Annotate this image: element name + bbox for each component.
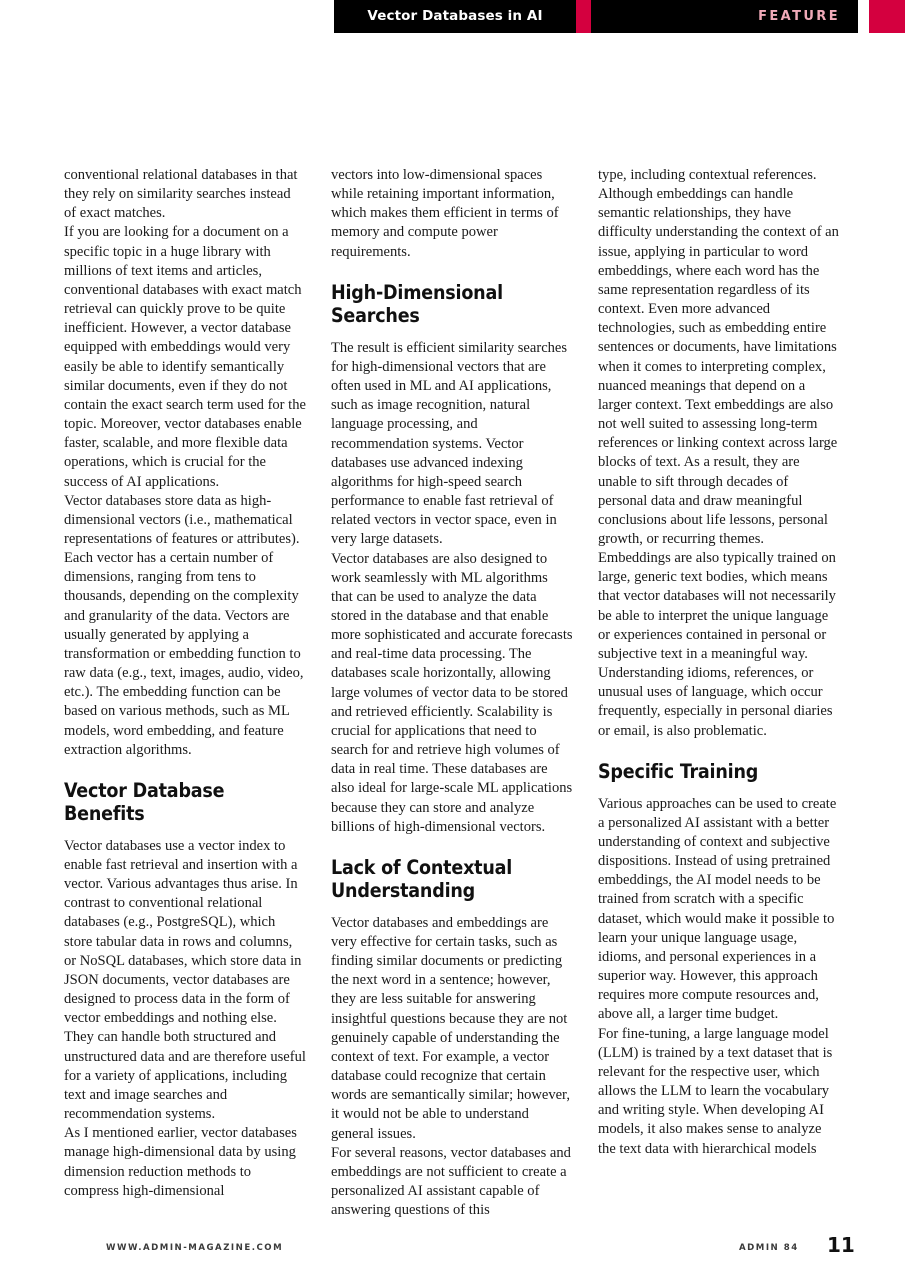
section-heading: High-Dimensional Searches (331, 280, 503, 327)
paragraph: If you are looking for a document on a specific topic in a huge library with millions of text items and articles, conventional databases with exact match retrieval can quickly prove to be quite inefficient. However, a vector database equipped with embeddings would very easily be able to identify semantically similar documents, even if they do not contain the exact search term used for the topic. Moreover, vector databases enable faster, scalable, and more flexible data operations, which is crucial for the success of AI applications. (64, 224, 306, 490)
paragraph: The result is efficient similarity searches for high-dimensional vectors that are often used in ML and AI applications, such as image recognition, natural language processing, and recommendation systems. Vector databases use advanced indexing algorithms for high-speed search performance to enable fast retrieval of related vectors in vector space, even in very large datasets. (331, 339, 568, 548)
paragraph: conventional relational databases in that they rely on similarity searches instead of exact matches. (64, 167, 298, 222)
paragraph: As I mentioned earlier, vector databases manage high-dimensional data by using dimension reduction methods to compress high-dimensional (64, 1125, 297, 1199)
page-number: 11 (827, 1233, 855, 1257)
paragraph: Vector databases and embeddings are very effective for certain tasks, such as finding similar documents or predicting the next word in a sentence; however, they are less suitable for answering insightful questions because they are not genuinely capable of understanding the context of text. For example, a vector database could recognize that certain words are semantically similar; however, it would not be able to understand general issues. (331, 914, 570, 1142)
paragraph: Vector databases store data as high-dimensional vectors (i.e., mathematical representations of features or attributes). Each vector has a certain number of dimensions, ranging from tens to thousands, depending on the complexity and granularity of the data. Vectors are usually generated by applying a transformation or embedding function to raw data (e.g., text, images, audio, video, etc.). The embedding function can be based on various methods, such as ML models, word embedding, and feature extraction algorithms. (64, 492, 304, 758)
text-column-2 (331, 166, 573, 1220)
issue-label: ADMIN 84 (739, 1243, 799, 1253)
section-heading: Vector Database Benefits (64, 778, 225, 825)
paragraph: For several reasons, vector databases and embeddings are not sufficient to create a personalized AI assistant capable of answering questions of this (331, 1144, 571, 1219)
article-title: Vector Databases in AI (367, 8, 543, 24)
text-column-3 (598, 166, 840, 1220)
paragraph: Various approaches can be used to create a personalized AI assistant with a better understanding of context and subjective dispositions. Instead of using pretrained embeddings, the AI model needs to be trained from scratch with a specific dataset, which would make it possible to learn your unique language usage, idioms, and personal experiences in a superior way. However, this approach requires more compute resources and, above all, a larger time budget. (598, 795, 837, 1023)
paragraph: For fine-tuning, a large language model (LLM) is trained by a text dataset that is relevant for the respective user, which allows the LLM to learn the vocabulary and writing style. When developing AI models, it also makes sense to analyze the text data with hierarchical models (598, 1025, 833, 1157)
page-footer (0, 1233, 905, 1267)
running-head-accent-divider (576, 0, 591, 33)
section-heading: Specific Training (598, 759, 759, 783)
paragraph: Vector databases use a vector index to enable fast retrieval and insertion with a vector. Various advantages thus arise. In contrast to conventional relational databases (e.g., PostgreSQL), which store tabular data in rows and columns, or NoSQL databases, which store data in JSON documents, vector databases are designed to process data in the form of vector embeddings and nothing else. They can handle both structured and unstructured data and are therefore useful for a variety of applications, including text and image searches and recommendation systems. (64, 837, 306, 1123)
paragraph: type, including contextual references. Although embeddings can handle semantic relationships, they have difficulty understanding the context of an issue, applying in particular to word embeddings, where each word has the same representation regardless of its context. Even more advanced technologies, such as embedding entire sentences or documents, have limitations when it comes to interpreting complex, nuanced meanings that depend on a larger context. Text embeddings are also not well suited to assessing long-term references or linking context across large blocks of text. As a result, they are unable to sift through decades of personal data and draw meaningful conclusions about life lessons, personal growth, or recurring themes. Embeddings are also typically trained on large, generic text bodies, which means that vector databases will not necessarily be able to interpret the unique language or experiences contained in personal or subjective text in a meaningful way. Understanding idioms, references, or unusual uses of language, which occur frequently, especially in personal diaries or email, is also problematic. (598, 167, 839, 739)
running-head (0, 0, 905, 33)
section-heading: Lack of Contextual Understanding (331, 855, 513, 902)
article-body (64, 166, 841, 1220)
running-head-accent-block (869, 0, 905, 33)
paragraph: Vector databases are also designed to work seamlessly with ML algorithms that can be used to analyze the data stored in the database and that enable more sophisticated and accurate forecasts and real-time data processing. The databases scale horizontally, allowing large volumes of vector data to be stored and retrieved efficiently. Scalability is crucial for applications that need to search for and retrieve high volumes of data in real time. These databases are also ideal for large-scale ML applications because they can store and analyze billions of high-dimensional vectors. (331, 550, 573, 835)
text-column-1 (64, 166, 306, 1220)
magazine-website: WWW.ADMIN-MAGAZINE.COM (106, 1243, 284, 1253)
section-label: FEATURE (758, 9, 840, 24)
paragraph: vectors into low-dimensional spaces while retaining important information, which makes them efficient in terms of memory and compute power requirements. (331, 167, 559, 260)
